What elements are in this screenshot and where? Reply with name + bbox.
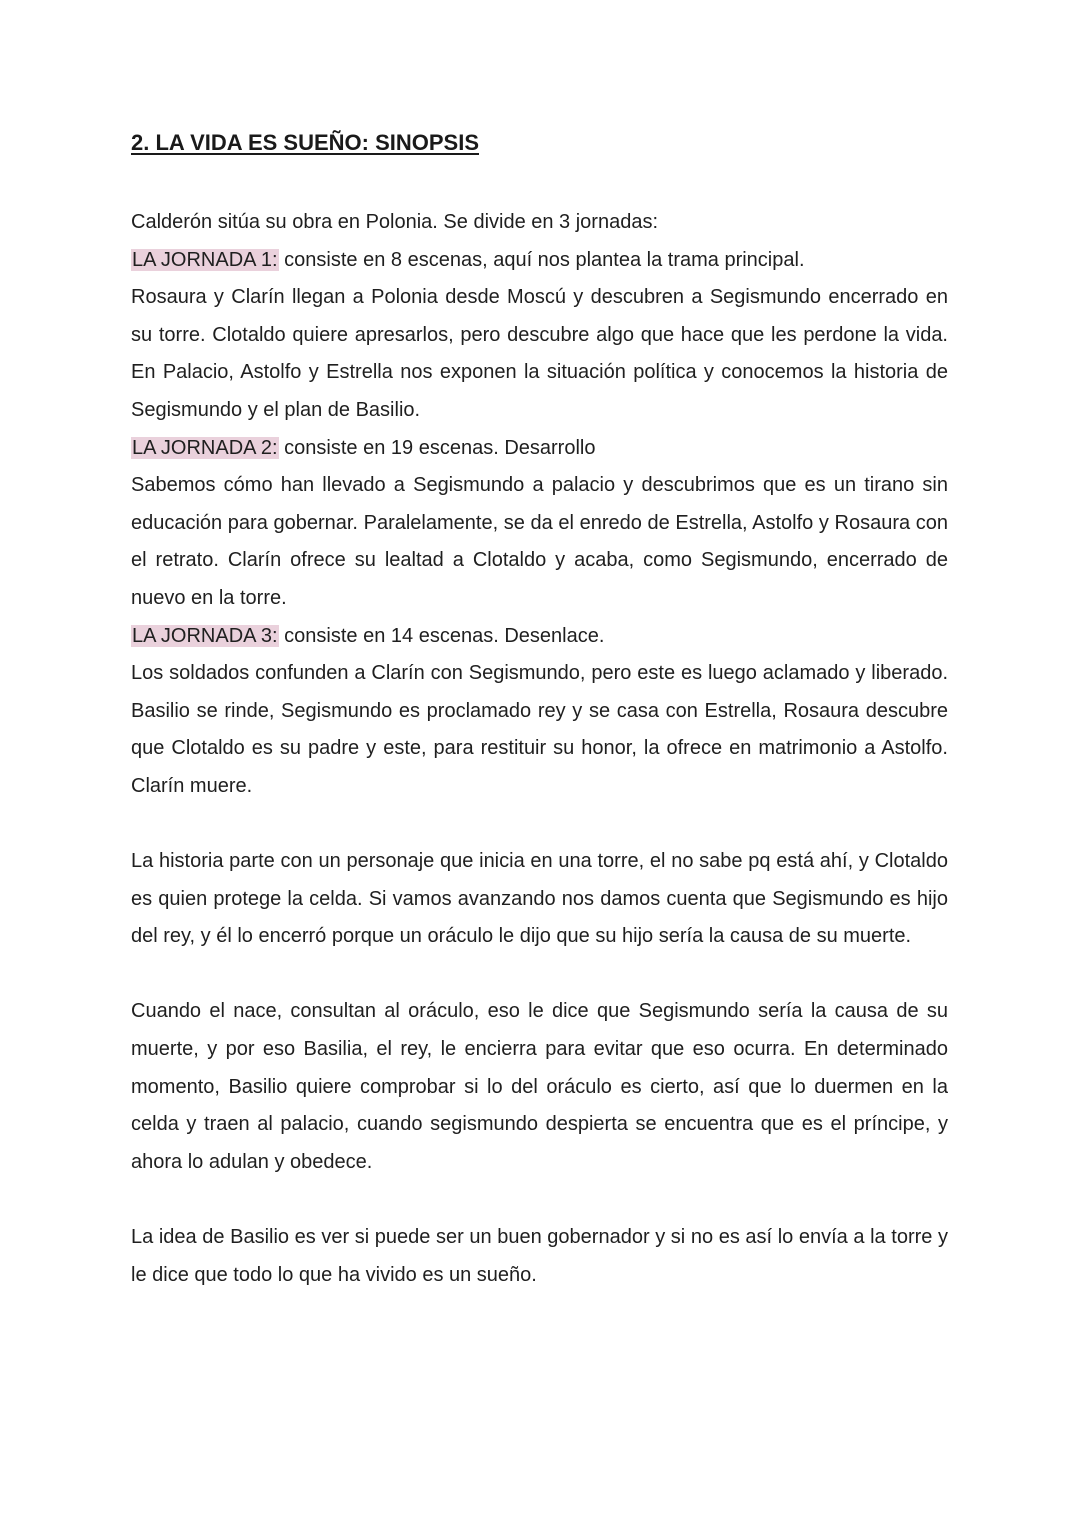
jornada-3-label: LA JORNADA 3:: [132, 624, 278, 647]
body-paragraph: La historia parte con un personaje que inicia en una torre, el no sabe pq está ahí, y Clotaldo es quien protege la celda. Si vamos avanzando nos damos cuenta que Segismundo es hijo del rey, y él lo encerró porque un oráculo le dijo que su hijo sería la causa de su muerte.: [131, 850, 948, 948]
jornada-3-heading: [131, 618, 948, 656]
body-paragraph: La idea de Basilio es ver si puede ser un buen gobernador y si no es así lo envía a la torre y le dice que todo lo que ha vivido es un sueño.: [131, 1226, 948, 1286]
body-paragraph: Cuando el nace, consultan al oráculo, eso le dice que Segismundo sería la causa de su muerte, y por eso Basilia, el rey, le encierra para evitar que eso ocurra. En determinado momento, Basilio quiere comprobar si lo del oráculo es cierto, así que lo duermen en la celda y traen al palacio, cuando segismundo despierta se encuentra que es el príncipe, y ahora lo adulan y obedece.: [131, 1000, 948, 1173]
jornada-3-summary: consiste en 14 escenas. Desenlace.: [278, 624, 605, 647]
jornada-3-text: Los soldados confunden a Clarín con Segismundo, pero este es luego aclamado y liberado. Basilio se rinde, Segismundo es proclamado rey y se casa con Estrella, Rosaura descubre que Clotaldo es su padre y este, para restituir su honor, la ofrece en matrimonio a Astolfo. Clarín muere.: [131, 662, 948, 797]
jornada-1-label: LA JORNADA 1:: [132, 248, 278, 271]
document-page: [131, 128, 948, 1294]
paragraph-spacer: [131, 1181, 948, 1219]
jornada-2-text: Sabemos cómo han llevado a Segismundo a palacio y descubrimos que es un tirano sin educación para gobernar. Paralelamente, se da el enredo de Estrella, Astolfo y Rosaura con el retrato. Clarín ofrece su lealtad a Clotaldo y acaba, como Segismundo, encerrado de nuevo en la torre.: [131, 474, 948, 609]
jornada-2-summary: consiste en 19 escenas. Desarrollo: [278, 436, 596, 459]
intro-text: Calderón sitúa su obra en Polonia. Se divide en 3 jornadas:: [131, 211, 659, 233]
jornada-1-heading: [131, 242, 948, 280]
paragraph-spacer: [131, 956, 948, 994]
jornada-1-summary: consiste en 8 escenas, aquí nos plantea la trama principal.: [278, 248, 805, 271]
jornada-1-text: Rosaura y Clarín llegan a Polonia desde Moscú y descubren a Segismundo encerrado en su torre. Clotaldo quiere apresarlos, pero descubre algo que hace que les perdone la vida. En Palacio, Astolfo y Estrella nos exponen la situación política y conocemos la historia de Segismundo y el plan de Basilio.: [131, 286, 948, 421]
page-title: 2. LA VIDA ES SUEÑO: SINOPSIS: [131, 130, 479, 155]
jornada-2-label: LA JORNADA 2:: [132, 436, 278, 459]
paragraph-spacer: [131, 806, 948, 844]
jornada-2-heading: [131, 430, 948, 468]
